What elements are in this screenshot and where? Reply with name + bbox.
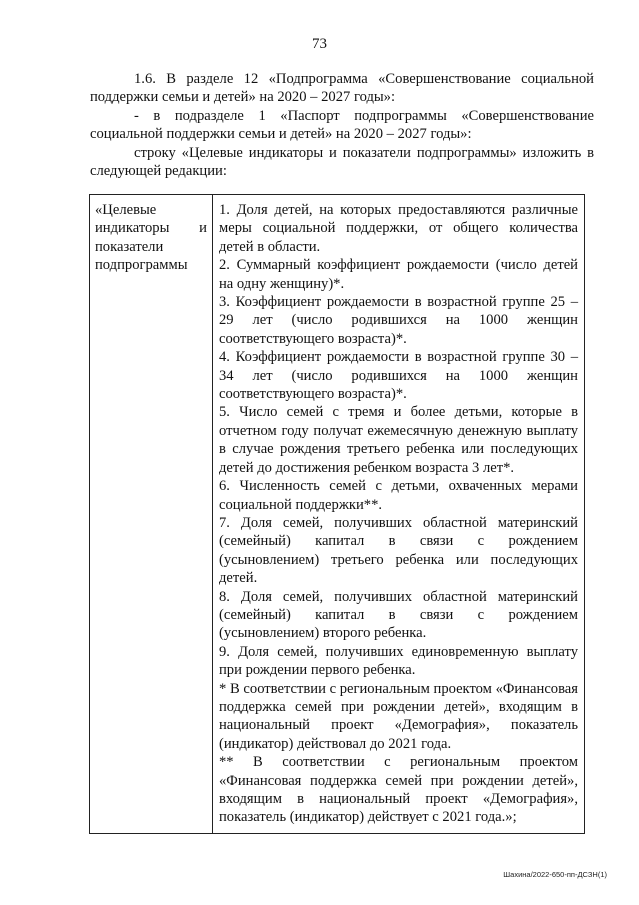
indicator-item: 8. Доля семей, получивших областной материнский (семейный) капитал в связи с рождением (усыновлением) второго ребенка.	[219, 588, 578, 642]
indicator-list	[213, 195, 585, 834]
document-code: Шахина/2022-650-пп-ДСЗН(1)	[503, 870, 607, 879]
intro-paragraph-2: - в подразделе 1 «Паспорт подпрограммы «Совершенствование социальной поддержки семьи и детей» на 2020 – 2027 годы»:	[90, 107, 594, 143]
intro-paragraph-3: строку «Целевые индикаторы и показатели подпрограммы» изложить в следующей редакции:	[90, 144, 594, 180]
table-row	[90, 195, 585, 834]
footnote-single-asterisk: * В соответствии с региональным проектом «Финансовая поддержка семей при рождении детей», входящим в национальный проект «Демография», показатель (индикатор) действовал до 2021 года.	[219, 680, 578, 752]
intro-paragraph-1: 1.6. В разделе 12 «Подпрограмма «Совершенствование социальной поддержки семьи и детей» на 2020 – 2027 годы»:	[90, 71, 594, 106]
intro-text	[90, 70, 594, 180]
row-label: «Целевые индикаторы и показатели подпрограммы	[90, 195, 213, 834]
indicator-item: 6. Численность семей с детьми, охваченных мерами социальной поддержки**.	[219, 478, 578, 513]
indicator-item: 1. Доля детей, на которых предоставляются различные меры социальной поддержки, от общего количества детей в области.	[219, 202, 578, 255]
indicator-item: 4. Коэффициент рождаемости в возрастной группе 30 – 34 лет (число родившихся на 1000 женщин соответствующего возраста)*.	[219, 349, 578, 403]
indicator-item: 7. Доля семей, получивших областной материнский (семейный) капитал в связи с рождением (усыновлением) третьего ребенка или последующих детей.	[219, 514, 578, 587]
footnote-double-asterisk: ** В соответствии с региональным проектом «Финансовая поддержка семей при рождении детей», входящим в национальный проект «Демография», показатель (индикатор) действует с 2021 года.»;	[219, 754, 578, 826]
indicator-item: 2. Суммарный коэффициент рождаемости (число детей на одну женщину)*.	[219, 257, 578, 292]
indicator-item: 9. Доля семей, получивших единовременную выплату при рождении первого ребенка.	[219, 643, 578, 679]
indicator-item: 3. Коэффициент рождаемости в возрастной группе 25 – 29 лет (число родившихся на 1000 женщин соответствующего возраста)*.	[219, 294, 578, 347]
page-number: 73	[312, 36, 327, 52]
indicators-table	[89, 194, 585, 834]
indicator-item: 5. Число семей с тремя и более детьми, которые в отчетном году получат ежемесячную денежную выплату в случае рождения третьего ребенка или последующих детей до достижения ребенком возраста 3 лет*.	[219, 404, 578, 476]
